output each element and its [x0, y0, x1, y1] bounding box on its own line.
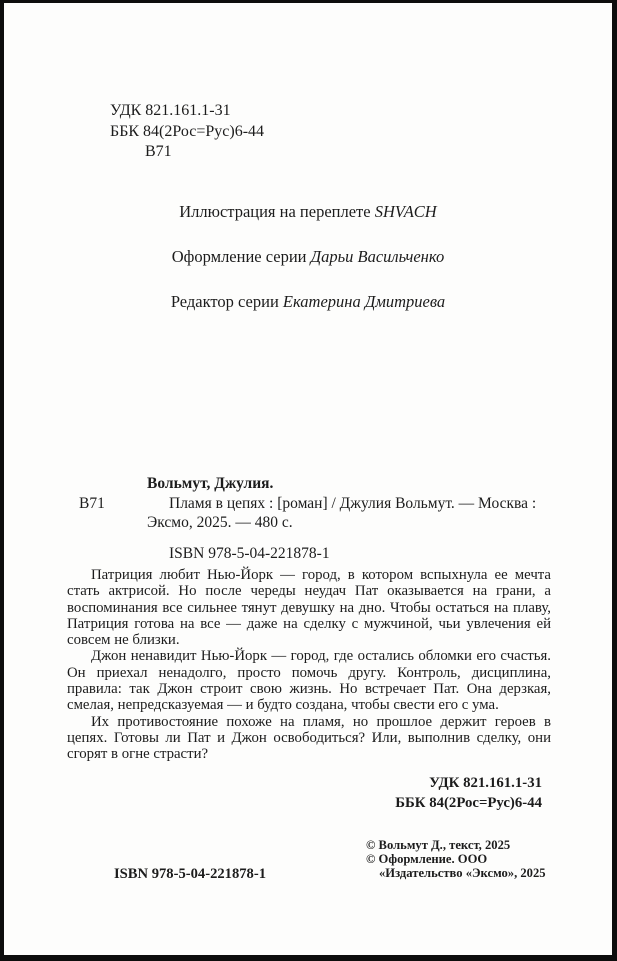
- annotation-paragraph-3: Их противостояние похоже на пламя, но прошлое держит героев в цепях. Готовы ли Пат и Джон освободиться? Или, выполнив сделку, они сгорят в огне страсти?: [67, 713, 551, 763]
- copyright-design-line2: «Издательство «Эксмо», 2025: [379, 865, 546, 880]
- copyright-block: [366, 839, 546, 880]
- bbk-code-bottom: ББК 84(2Рос=Рус)6-44: [395, 794, 542, 811]
- annotation-block: [67, 567, 551, 763]
- udk-code: УДК 821.161.1-31: [110, 102, 231, 119]
- catalog-entry: [63, 494, 555, 533]
- bbk-code: ББК 84(2Рос=Рус)6-44: [110, 122, 265, 140]
- top-bibliographic-codes: [110, 101, 264, 163]
- series-design-credit-name: Дарьи Васильченко: [310, 247, 445, 266]
- catalog-author: Вольмут, Джулия.: [147, 475, 274, 492]
- copyright-design-line1: © Оформление. ООО: [366, 851, 488, 866]
- catalog-isbn: ISBN 978-5-04-221878-1: [169, 544, 330, 562]
- copyright-text-author: © Вольмут Д., текст, 2025: [366, 838, 511, 852]
- catalog-card: [63, 474, 555, 563]
- series-design-credit-label: Оформление серии: [171, 247, 307, 266]
- catalog-entry-line1: Пламя в цепях : [роман] / Джулия Вольмут. — Москва :: [169, 494, 537, 512]
- catalog-entry-line2: Эксмо, 2025. — 480 с.: [147, 514, 293, 531]
- annotation-paragraph-2: Джон ненавидит Нью-Йорк — город, где остались обломки его счастья. Он приехал ненадолго, просто помочь другу. Контроль, дисциплина, правила: так Джон строит свою жизнь. Но встречает Пат. Она дерзкая, смелая, непредсказуемая — и будто создана, чтобы свести его с ума.: [67, 648, 551, 714]
- udk-code-bottom: УДК 821.161.1-31: [429, 775, 542, 791]
- series-editor-credit: [4, 292, 612, 311]
- cover-illustration-credit: [4, 202, 612, 221]
- series-editor-credit-name: Екатерина Дмитриева: [282, 292, 446, 311]
- series-design-credit: [4, 247, 612, 266]
- catalog-author-sign: В71: [79, 494, 105, 512]
- cover-illustration-credit-name: SHVACH: [374, 202, 437, 221]
- cover-illustration-credit-label: Иллюстрация на переплете: [179, 202, 371, 221]
- footer-isbn: ISBN 978-5-04-221878-1: [114, 866, 267, 882]
- author-sign-code: В71: [145, 143, 172, 160]
- series-editor-credit-label: Редактор серии: [170, 292, 279, 311]
- edition-credits: [4, 202, 612, 337]
- annotation-paragraph-1: Патриция любит Нью-Йорк — город, в котором вспыхнула ее мечта стать актрисой. Но после череды неудач Пат оказывается на грани, а воспоминания все сильнее тянут девушку на дно. Чтобы остаться на плаву, Патриция готова на все — даже на сделку с мужчиной, чьи увлечения ей совсем не близки.: [67, 567, 551, 649]
- bottom-bibliographic-codes: [395, 774, 542, 813]
